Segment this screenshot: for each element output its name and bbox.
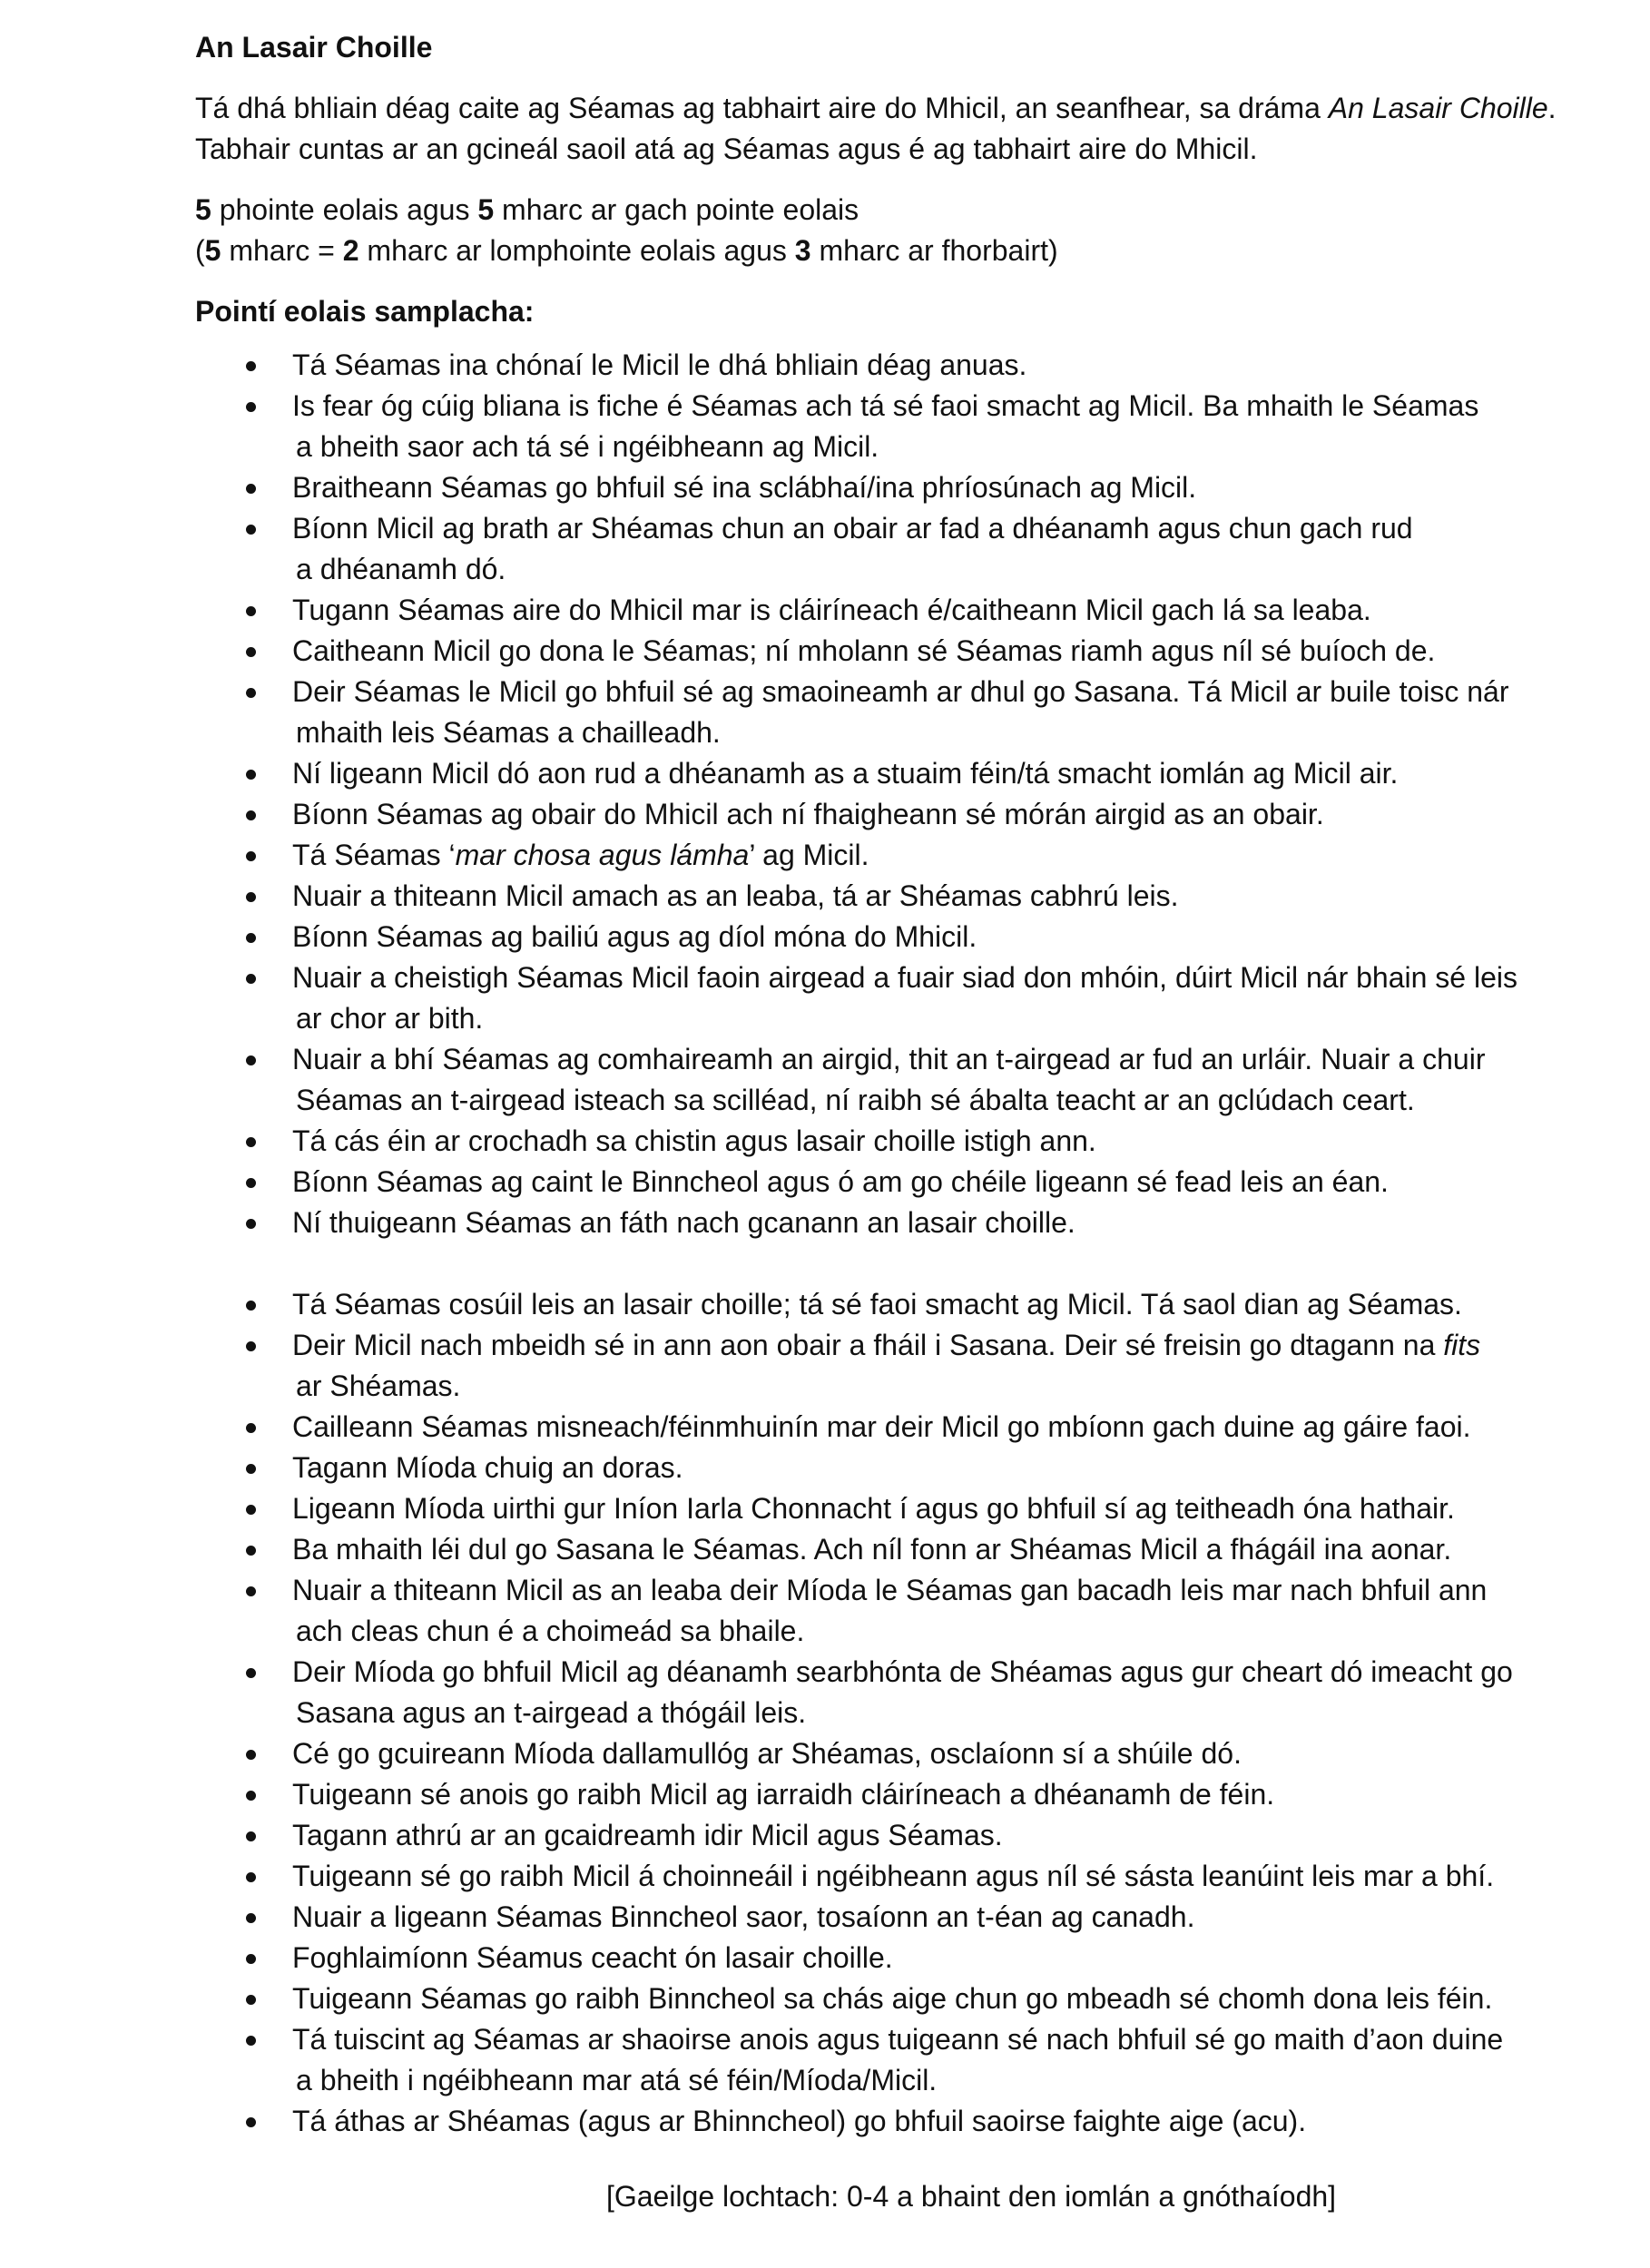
list-item: Braitheann Séamas go bhfuil sé ina sclábhaí/ina phríosúnach ag Micil. (195, 467, 1557, 508)
bullet-icon (246, 1954, 256, 1964)
bullet-icon (246, 1831, 256, 1841)
bullet-icon (246, 2117, 256, 2127)
bullet-icon (246, 1668, 256, 1678)
bullet-icon (246, 1913, 256, 1923)
list-item: Tá áthas ar Shéamas (agus ar Bhinncheol) go bhfuil saoirse faighte aige (acu). (195, 2101, 1557, 2142)
sample-points-list-1 (195, 345, 1557, 1243)
list-item: Nuair a cheistigh Séamas Micil faoin airgead a fuair siad don mhóin, dúirt Micil nár bhain sé leis ar chor ar bith. (195, 957, 1557, 1039)
marks-line-1: 5 phointe eolais agus 5 mharc ar gach pointe eolais (195, 193, 859, 226)
bullet-icon (246, 1341, 256, 1351)
bullet-icon (246, 1423, 256, 1433)
bullet-icon (246, 810, 256, 820)
bullet-icon (246, 688, 256, 698)
list-item: Bíonn Séamas ag caint le Binncheol agus ó am go chéile ligeann sé fead leis an éan. (195, 1162, 1557, 1203)
list-item: Nuair a thiteann Micil amach as an leaba, tá ar Shéamas cabhrú leis. (195, 876, 1557, 917)
list-item: Deir Míoda go bhfuil Micil ag déanamh searbhónta de Shéamas agus gur cheart dó imeacht go Sasana agus an t-airgead a thógáil leis. (195, 1652, 1557, 1733)
list-item: Tagann Míoda chuig an doras. (195, 1448, 1557, 1488)
bullet-icon (246, 933, 256, 943)
bullet-icon (246, 1219, 256, 1229)
list-item: Cailleann Séamas misneach/féinmhuinín mar deir Micil go mbíonn gach duine ag gáire faoi. (195, 1407, 1557, 1448)
list-item: Tuigeann Séamas go raibh Binncheol sa chás aige chun go mbeadh sé chomh dona leis féin. (195, 1978, 1557, 2019)
bullet-icon (246, 1178, 256, 1188)
list-item: Ní ligeann Micil dó aon rud a dhéanamh as a stuaim féin/tá smacht iomlán ag Micil air. (195, 753, 1557, 794)
bullet-icon (246, 974, 256, 984)
list-item: Nuair a bhí Séamas ag comhaireamh an airgid, thit an t-airgead ar fud an urláir. Nuair a chuir Séamas an t-airgead isteach sa scilléad, ní raibh sé ábalta teacht ar an gclúdach ceart. (195, 1039, 1557, 1121)
bullet-icon (246, 402, 256, 412)
section-heading: Pointí eolais samplacha: (195, 295, 535, 328)
list-item: Bíonn Micil ag brath ar Shéamas chun an obair ar fad a dhéanamh agus chun gach rud a dhéanamh dó. (195, 508, 1557, 590)
list-item: Bíonn Séamas ag obair do Mhicil ach ní fhaigheann sé mórán airgid as an obair. (195, 794, 1557, 835)
marking-scheme (195, 190, 1557, 271)
sample-points-list-2 (195, 1284, 1557, 2142)
bullet-icon (246, 361, 256, 371)
bullet-icon (246, 1055, 256, 1065)
footer-note: [Gaeilge lochtach: 0-4 a bhaint den iomlán a gnóthaíodh] (605, 2180, 1337, 2213)
list-item: Ba mhaith léi dul go Sasana le Séamas. Ach níl fonn ar Shéamas Micil a fhágáil ina aonar. (195, 1529, 1557, 1570)
list-item: Tá tuiscint ag Séamas ar shaoirse anois agus tuigeann sé nach bhfuil sé go maith d’aon duine a bheith i ngéibheann mar atá sé féin/Míoda/Micil. (195, 2019, 1557, 2101)
bullet-icon (246, 1750, 256, 1760)
list-item: Tá cás éin ar crochadh sa chistin agus lasair choille istigh ann. (195, 1121, 1557, 1162)
list-item: Ligeann Míoda uirthi gur Iníon Iarla Chonnacht í agus go bhfuil sí ag teitheadh óna hathair. (195, 1488, 1557, 1529)
bullet-icon (246, 1137, 256, 1147)
marks-line-2: (5 mharc = 2 mharc ar lomphointe eolais agus 3 mharc ar fhorbairt) (195, 234, 1058, 267)
bullet-icon (246, 1505, 256, 1515)
list-item: Nuair a thiteann Micil as an leaba deir Míoda le Séamas gan bacadh leis mar nach bhfuil ann ach cleas chun é a choimeád sa bhaile. (195, 1570, 1557, 1652)
list-item: Tuigeann sé anois go raibh Micil ag iarraidh cláiríneach a dhéanamh de féin. (195, 1774, 1557, 1815)
bullet-icon (246, 647, 256, 657)
list-item: Tagann athrú ar an gcaidreamh idir Micil agus Séamas. (195, 1815, 1557, 1856)
list-item: Nuair a ligeann Séamas Binncheol saor, tosaíonn an t-éan ag canadh. (195, 1897, 1557, 1938)
document-title: An Lasair Choille (195, 31, 433, 64)
list-item: Tá Séamas ‘mar chosa agus lámha’ ag Micil. (195, 835, 1557, 876)
bullet-icon (246, 1464, 256, 1474)
list-item: Caitheann Micil go dona le Séamas; ní mholann sé Séamas riamh agus níl sé buíoch de. (195, 631, 1557, 672)
bullet-icon (246, 606, 256, 616)
bullet-icon (246, 1301, 256, 1311)
list-item: Tá Séamas ina chónaí le Micil le dhá bhliain déag anuas. (195, 345, 1557, 386)
list-item: Cé go gcuireann Míoda dallamullóg ar Shéamas, osclaíonn sí a shúile dó. (195, 1733, 1557, 1774)
list-item: Tugann Séamas aire do Mhicil mar is cláiríneach é/caitheann Micil gach lá sa leaba. (195, 590, 1557, 631)
play-title: An Lasair Choille (1328, 92, 1548, 124)
list-item: Deir Séamas le Micil go bhfuil sé ag smaoineamh ar dhul go Sasana. Tá Micil ar buile toisc nár mhaith leis Séamas a chailleadh. (195, 672, 1557, 753)
bullet-icon (246, 1586, 256, 1596)
list-item: Is fear óg cúig bliana is fiche é Séamas ach tá sé faoi smacht ag Micil. Ba mhaith le Séamas a bheith saor ach tá sé i ngéibheann ag Micil. (195, 386, 1557, 467)
question-prompt (195, 88, 1557, 170)
bullet-icon (246, 851, 256, 861)
prompt-line-1: Tá dhá bhliain déag caite ag Séamas ag tabhairt aire do Mhicil, an seanfhear, sa dráma An Lasair Choille. (195, 92, 1557, 124)
list-item: Bíonn Séamas ag bailiú agus ag díol móna do Mhicil. (195, 917, 1557, 957)
list-item: Ní thuigeann Séamas an fáth nach gcanann an lasair choille. (195, 1203, 1557, 1243)
bullet-icon (246, 1546, 256, 1556)
bullet-icon (246, 1872, 256, 1882)
bullet-icon (246, 2036, 256, 2046)
bullet-icon (246, 770, 256, 780)
document-page (195, 27, 1557, 2217)
bullet-icon (246, 484, 256, 494)
bullet-icon (246, 892, 256, 902)
list-item: Deir Micil nach mbeidh sé in ann aon obair a fháil i Sasana. Deir sé freisin go dtagann na fits ar Shéamas. (195, 1325, 1557, 1407)
list-item: Tuigeann sé go raibh Micil á choinneáil i ngéibheann agus níl sé sásta leanúint leis mar a bhí. (195, 1856, 1557, 1897)
bullet-icon (246, 1995, 256, 2005)
prompt-line-2: Tabhair cuntas ar an gcineál saoil atá ag Séamas agus é ag tabhairt aire do Mhicil. (195, 133, 1258, 165)
bullet-icon (246, 1791, 256, 1801)
list-item: Tá Séamas cosúil leis an lasair choille; tá sé faoi smacht ag Micil. Tá saol dian ag Séamas. (195, 1284, 1557, 1325)
bullet-icon (246, 525, 256, 535)
list-item: Foghlaimíonn Séamus ceacht ón lasair choille. (195, 1938, 1557, 1978)
